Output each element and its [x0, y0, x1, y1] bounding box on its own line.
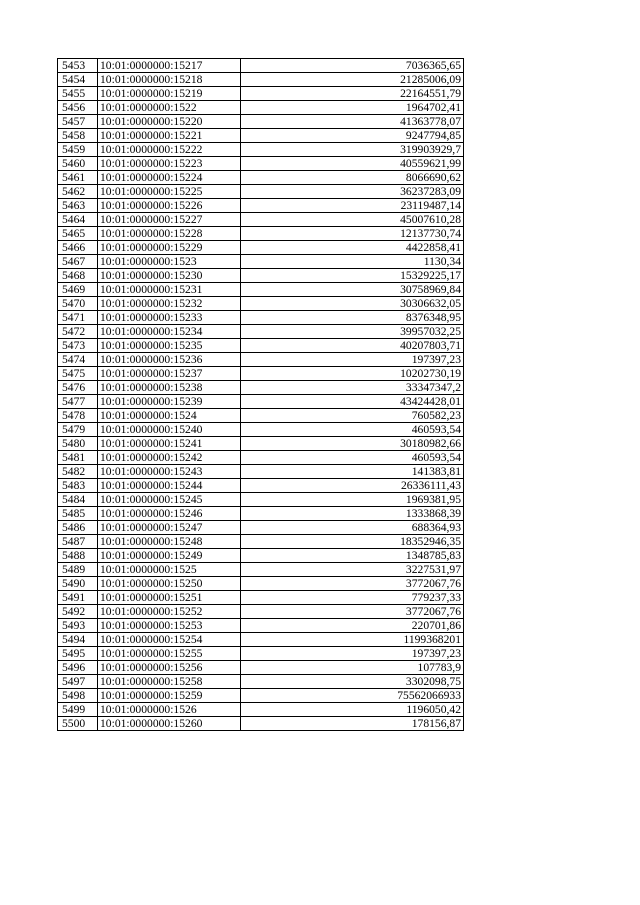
cadastral-number-cell: 10:01:0000000:15233 — [98, 311, 241, 325]
row-number-cell: 5499 — [58, 703, 98, 717]
cadastral-number-cell: 10:01:0000000:15229 — [98, 241, 241, 255]
cadastral-number-cell: 10:01:0000000:15241 — [98, 437, 241, 451]
cadastral-number-cell: 10:01:0000000:15244 — [98, 479, 241, 493]
value-cell: 41363778,07 — [241, 115, 464, 129]
value-cell: 3772067,76 — [241, 605, 464, 619]
cadastral-number-cell: 10:01:0000000:15242 — [98, 451, 241, 465]
table-row — [58, 353, 464, 367]
cadastral-number-cell: 10:01:0000000:1526 — [98, 703, 241, 717]
cadastral-number-cell: 10:01:0000000:15239 — [98, 395, 241, 409]
table-row — [58, 283, 464, 297]
row-number-cell: 5476 — [58, 381, 98, 395]
row-number-cell: 5474 — [58, 353, 98, 367]
table-row — [58, 269, 464, 283]
row-number-cell: 5472 — [58, 325, 98, 339]
value-cell: 9247794,85 — [241, 129, 464, 143]
value-cell: 220701,86 — [241, 619, 464, 633]
cadastral-number-cell: 10:01:0000000:15221 — [98, 129, 241, 143]
cadastral-number-cell: 10:01:0000000:15249 — [98, 549, 241, 563]
table-row — [58, 409, 464, 423]
row-number-cell: 5491 — [58, 591, 98, 605]
row-number-cell: 5495 — [58, 647, 98, 661]
value-cell: 1199368201 — [241, 633, 464, 647]
row-number-cell: 5462 — [58, 185, 98, 199]
value-cell: 3772067,76 — [241, 577, 464, 591]
table-row — [58, 367, 464, 381]
value-cell: 36237283,09 — [241, 185, 464, 199]
table-row — [58, 535, 464, 549]
row-number-cell: 5480 — [58, 437, 98, 451]
table-row — [58, 689, 464, 703]
cadastral-number-cell: 10:01:0000000:15217 — [98, 59, 241, 73]
cadastral-number-cell: 10:01:0000000:1522 — [98, 101, 241, 115]
table-row — [58, 661, 464, 675]
cadastral-number-cell: 10:01:0000000:15230 — [98, 269, 241, 283]
cadastral-number-cell: 10:01:0000000:15222 — [98, 143, 241, 157]
row-number-cell: 5483 — [58, 479, 98, 493]
row-number-cell: 5484 — [58, 493, 98, 507]
row-number-cell: 5455 — [58, 87, 98, 101]
value-cell: 26336111,43 — [241, 479, 464, 493]
table-row — [58, 297, 464, 311]
cadastral-number-cell: 10:01:0000000:15245 — [98, 493, 241, 507]
value-cell: 45007610,28 — [241, 213, 464, 227]
cadastral-number-cell: 10:01:0000000:15258 — [98, 675, 241, 689]
value-cell: 1333868,39 — [241, 507, 464, 521]
row-number-cell: 5475 — [58, 367, 98, 381]
row-number-cell: 5473 — [58, 339, 98, 353]
value-cell: 75562066933 — [241, 689, 464, 703]
cadastral-number-cell: 10:01:0000000:15250 — [98, 577, 241, 591]
table-row — [58, 101, 464, 115]
row-number-cell: 5500 — [58, 717, 98, 731]
cadastral-number-cell: 10:01:0000000:15224 — [98, 171, 241, 185]
table-row — [58, 507, 464, 521]
value-cell: 319903929,7 — [241, 143, 464, 157]
row-number-cell: 5466 — [58, 241, 98, 255]
cadastral-number-cell: 10:01:0000000:15234 — [98, 325, 241, 339]
table-row — [58, 185, 464, 199]
row-number-cell: 5458 — [58, 129, 98, 143]
table-row — [58, 451, 464, 465]
row-number-cell: 5468 — [58, 269, 98, 283]
cadastral-number-cell: 10:01:0000000:15240 — [98, 423, 241, 437]
table-row — [58, 675, 464, 689]
row-number-cell: 5487 — [58, 535, 98, 549]
table-row — [58, 115, 464, 129]
table-row — [58, 395, 464, 409]
table-row — [58, 437, 464, 451]
row-number-cell: 5454 — [58, 73, 98, 87]
table-row — [58, 493, 464, 507]
row-number-cell: 5465 — [58, 227, 98, 241]
row-number-cell: 5479 — [58, 423, 98, 437]
value-cell: 40207803,71 — [241, 339, 464, 353]
table-row — [58, 339, 464, 353]
table-row — [58, 171, 464, 185]
value-cell: 760582,23 — [241, 409, 464, 423]
row-number-cell: 5467 — [58, 255, 98, 269]
value-cell: 197397,23 — [241, 353, 464, 367]
table-row — [58, 479, 464, 493]
table-row — [58, 619, 464, 633]
data-table — [57, 58, 464, 731]
cadastral-number-cell: 10:01:0000000:15251 — [98, 591, 241, 605]
table-row — [58, 143, 464, 157]
table-row — [58, 381, 464, 395]
row-number-cell: 5497 — [58, 675, 98, 689]
table-row — [58, 157, 464, 171]
value-cell: 39957032,25 — [241, 325, 464, 339]
table-row — [58, 605, 464, 619]
cadastral-number-cell: 10:01:0000000:15259 — [98, 689, 241, 703]
cadastral-number-cell: 10:01:0000000:15223 — [98, 157, 241, 171]
row-number-cell: 5477 — [58, 395, 98, 409]
cadastral-number-cell: 10:01:0000000:15252 — [98, 605, 241, 619]
cadastral-number-cell: 10:01:0000000:15228 — [98, 227, 241, 241]
cadastral-number-cell: 10:01:0000000:15220 — [98, 115, 241, 129]
table-row — [58, 255, 464, 269]
value-cell: 18352946,35 — [241, 535, 464, 549]
row-number-cell: 5496 — [58, 661, 98, 675]
value-cell: 4422858,41 — [241, 241, 464, 255]
value-cell: 40559621,99 — [241, 157, 464, 171]
cadastral-number-cell: 10:01:0000000:15256 — [98, 661, 241, 675]
value-cell: 10202730,19 — [241, 367, 464, 381]
value-cell: 8376348,95 — [241, 311, 464, 325]
table-row — [58, 87, 464, 101]
row-number-cell: 5464 — [58, 213, 98, 227]
cadastral-number-cell: 10:01:0000000:15247 — [98, 521, 241, 535]
value-cell: 1130,34 — [241, 255, 464, 269]
value-cell: 1196050,42 — [241, 703, 464, 717]
table-row — [58, 465, 464, 479]
value-cell: 15329225,17 — [241, 269, 464, 283]
value-cell: 23119487,14 — [241, 199, 464, 213]
cadastral-number-cell: 10:01:0000000:15248 — [98, 535, 241, 549]
cadastral-number-cell: 10:01:0000000:1524 — [98, 409, 241, 423]
cadastral-number-cell: 10:01:0000000:1525 — [98, 563, 241, 577]
value-cell: 779237,33 — [241, 591, 464, 605]
row-number-cell: 5461 — [58, 171, 98, 185]
cadastral-number-cell: 10:01:0000000:15232 — [98, 297, 241, 311]
cadastral-number-cell: 10:01:0000000:1523 — [98, 255, 241, 269]
cadastral-number-cell: 10:01:0000000:15218 — [98, 73, 241, 87]
value-cell: 30758969,84 — [241, 283, 464, 297]
row-number-cell: 5463 — [58, 199, 98, 213]
cadastral-number-cell: 10:01:0000000:15253 — [98, 619, 241, 633]
row-number-cell: 5460 — [58, 157, 98, 171]
row-number-cell: 5492 — [58, 605, 98, 619]
value-cell: 3302098,75 — [241, 675, 464, 689]
row-number-cell: 5459 — [58, 143, 98, 157]
cadastral-number-cell: 10:01:0000000:15219 — [98, 87, 241, 101]
value-cell: 1348785,83 — [241, 549, 464, 563]
value-cell: 22164551,79 — [241, 87, 464, 101]
value-cell: 3227531,97 — [241, 563, 464, 577]
table-row — [58, 199, 464, 213]
cadastral-number-cell: 10:01:0000000:15254 — [98, 633, 241, 647]
value-cell: 178156,87 — [241, 717, 464, 731]
row-number-cell: 5489 — [58, 563, 98, 577]
row-number-cell: 5488 — [58, 549, 98, 563]
row-number-cell: 5481 — [58, 451, 98, 465]
table-row — [58, 213, 464, 227]
cadastral-number-cell: 10:01:0000000:15231 — [98, 283, 241, 297]
table-row — [58, 703, 464, 717]
cadastral-number-cell: 10:01:0000000:15227 — [98, 213, 241, 227]
table-row — [58, 647, 464, 661]
row-number-cell: 5498 — [58, 689, 98, 703]
table-row — [58, 591, 464, 605]
cadastral-number-cell: 10:01:0000000:15236 — [98, 353, 241, 367]
row-number-cell: 5470 — [58, 297, 98, 311]
cadastral-number-cell: 10:01:0000000:15246 — [98, 507, 241, 521]
value-cell: 30306632,05 — [241, 297, 464, 311]
cadastral-number-cell: 10:01:0000000:15238 — [98, 381, 241, 395]
value-cell: 1964702,41 — [241, 101, 464, 115]
row-number-cell: 5493 — [58, 619, 98, 633]
value-cell: 30180982,66 — [241, 437, 464, 451]
row-number-cell: 5457 — [58, 115, 98, 129]
table-row — [58, 423, 464, 437]
cadastral-number-cell: 10:01:0000000:15237 — [98, 367, 241, 381]
value-cell: 460593,54 — [241, 423, 464, 437]
row-number-cell: 5490 — [58, 577, 98, 591]
cadastral-number-cell: 10:01:0000000:15255 — [98, 647, 241, 661]
cadastral-number-cell: 10:01:0000000:15226 — [98, 199, 241, 213]
row-number-cell: 5471 — [58, 311, 98, 325]
row-number-cell: 5453 — [58, 59, 98, 73]
value-cell: 141383,81 — [241, 465, 464, 479]
table-row — [58, 717, 464, 731]
table-row — [58, 577, 464, 591]
value-cell: 33347347,2 — [241, 381, 464, 395]
value-cell: 12137730,74 — [241, 227, 464, 241]
table-body — [58, 59, 464, 731]
value-cell: 107783,9 — [241, 661, 464, 675]
value-cell: 688364,93 — [241, 521, 464, 535]
table-row — [58, 73, 464, 87]
table-row — [58, 241, 464, 255]
table-row — [58, 227, 464, 241]
row-number-cell: 5469 — [58, 283, 98, 297]
table-row — [58, 325, 464, 339]
value-cell: 7036365,65 — [241, 59, 464, 73]
value-cell: 460593,54 — [241, 451, 464, 465]
table-row — [58, 59, 464, 73]
value-cell: 1969381,95 — [241, 493, 464, 507]
table-row — [58, 633, 464, 647]
row-number-cell: 5485 — [58, 507, 98, 521]
row-number-cell: 5494 — [58, 633, 98, 647]
row-number-cell: 5486 — [58, 521, 98, 535]
value-cell: 43424428,01 — [241, 395, 464, 409]
value-cell: 8066690,62 — [241, 171, 464, 185]
table-row — [58, 129, 464, 143]
value-cell: 197397,23 — [241, 647, 464, 661]
table-row — [58, 521, 464, 535]
cadastral-number-cell: 10:01:0000000:15225 — [98, 185, 241, 199]
row-number-cell: 5478 — [58, 409, 98, 423]
table-row — [58, 563, 464, 577]
cadastral-number-cell: 10:01:0000000:15235 — [98, 339, 241, 353]
cadastral-number-cell: 10:01:0000000:15243 — [98, 465, 241, 479]
value-cell: 21285006,09 — [241, 73, 464, 87]
row-number-cell: 5456 — [58, 101, 98, 115]
row-number-cell: 5482 — [58, 465, 98, 479]
table-row — [58, 549, 464, 563]
table-row — [58, 311, 464, 325]
cadastral-number-cell: 10:01:0000000:15260 — [98, 717, 241, 731]
